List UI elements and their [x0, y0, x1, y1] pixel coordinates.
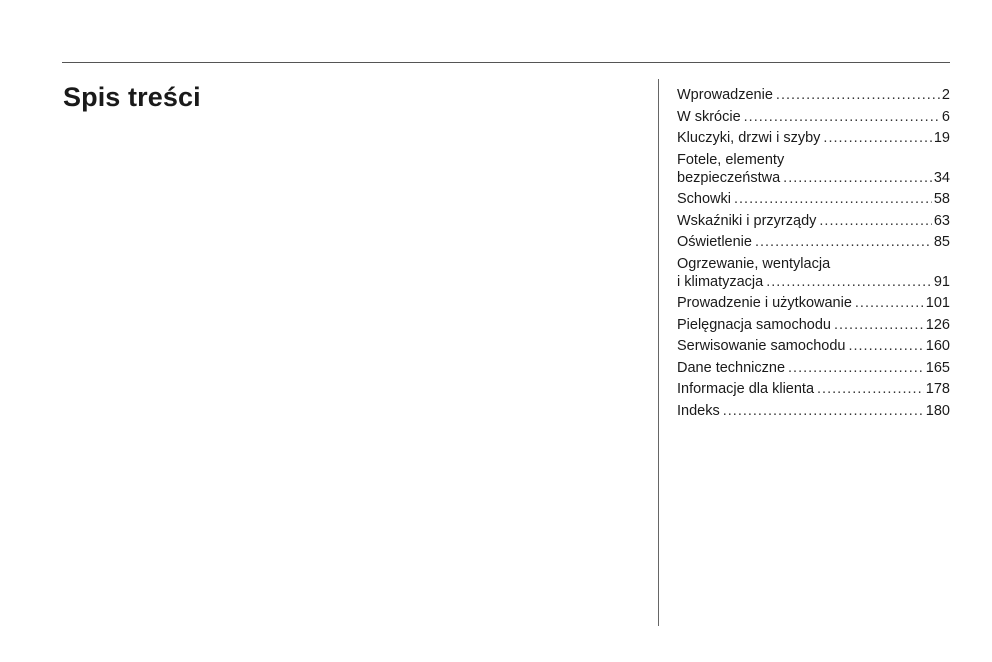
toc-entry-title: bezpieczeństwa	[677, 169, 781, 186]
toc-entry-page-number: 178	[925, 381, 950, 397]
toc-entry-page-number: 101	[925, 295, 950, 311]
dot-leader	[776, 86, 940, 104]
toc-entry[interactable]	[677, 129, 950, 147]
toc-entry-title: Prowadzenie i użytkowanie	[677, 295, 852, 311]
toc-entry-page-number: 160	[925, 338, 950, 354]
toc-entry-title: Pielęgnacja samochodu	[677, 316, 831, 333]
dot-leader	[755, 233, 932, 251]
toc-entry-title: Kluczyki, drzwi i szyby	[677, 130, 821, 146]
toc-entry-page-number: 34	[933, 169, 950, 186]
toc-entry-title: W skrócie	[677, 108, 741, 125]
dot-leader	[855, 294, 924, 312]
toc-entry-page-number: 58	[933, 191, 950, 207]
dot-leader	[723, 402, 924, 420]
page-title: Spis treści	[63, 82, 201, 112]
toc-entry[interactable]	[677, 86, 950, 104]
toc-entry[interactable]	[677, 190, 950, 208]
toc-entry-page-number: 91	[933, 273, 950, 290]
dot-leader	[834, 316, 924, 334]
toc-entry[interactable]	[677, 108, 950, 126]
toc-entry[interactable]	[677, 255, 950, 291]
toc-entry-title: Wprowadzenie	[677, 87, 773, 103]
dot-leader	[817, 380, 924, 398]
toc-entry[interactable]	[677, 212, 950, 230]
toc-entry-title: Dane techniczne	[677, 359, 786, 376]
toc-entry[interactable]	[677, 294, 950, 312]
dot-leader	[783, 169, 932, 187]
toc-entry-page-number: 19	[933, 130, 950, 146]
dot-leader	[744, 108, 940, 126]
dot-leader	[734, 190, 932, 208]
toc-entry[interactable]	[677, 337, 950, 355]
toc-entry[interactable]	[677, 151, 950, 187]
dot-leader	[848, 337, 923, 355]
dot-leader	[823, 129, 931, 147]
toc-entry-title: Informacje dla klienta	[677, 381, 815, 397]
toc-entry-title-line1: Ogrzewanie, wentylacja	[677, 255, 831, 272]
toc-entry-page-number: 165	[925, 359, 950, 376]
column-divider	[658, 79, 659, 626]
toc-entry-page-number: 85	[933, 234, 950, 250]
toc-entry-page-number: 126	[925, 316, 950, 333]
toc-entry-page-number: 2	[941, 87, 950, 103]
toc-entry-title: Wskaźniki i przyrządy	[677, 212, 817, 229]
toc-entry[interactable]	[677, 359, 950, 377]
top-rule	[62, 62, 950, 63]
toc-entry-page-number: 63	[933, 212, 950, 229]
toc-entry[interactable]	[677, 380, 950, 398]
toc-entry-title: Indeks	[677, 402, 720, 419]
dot-leader	[788, 359, 924, 377]
toc-entry[interactable]	[677, 316, 950, 334]
toc-entry[interactable]	[677, 402, 950, 420]
toc-entry[interactable]	[677, 233, 950, 251]
toc-entry-title: Schowki	[677, 191, 731, 207]
toc-entry-title-line1: Fotele, elementy	[677, 151, 785, 168]
dot-leader	[819, 212, 931, 230]
toc-entry-title: i klimatyzacja	[677, 273, 764, 290]
toc-entry-title: Serwisowanie samochodu	[677, 338, 846, 354]
toc-entry-page-number: 180	[925, 402, 950, 419]
toc-entry-title: Oświetlenie	[677, 234, 752, 250]
table-of-contents	[677, 86, 950, 423]
toc-entry-page-number: 6	[941, 108, 950, 125]
dot-leader	[766, 273, 932, 291]
